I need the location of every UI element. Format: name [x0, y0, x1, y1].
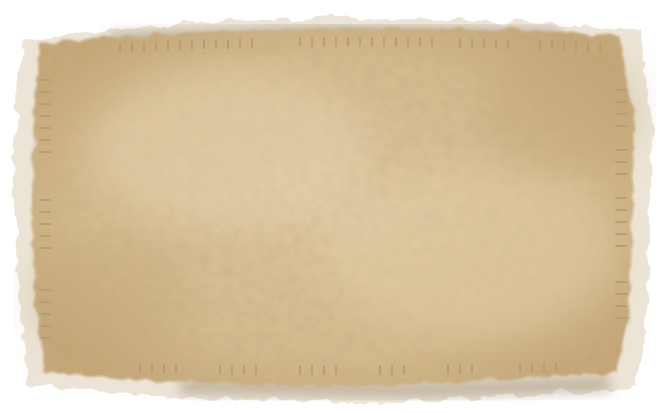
- light-patch: [320, 165, 620, 335]
- light-patch: [90, 70, 370, 230]
- dark-patch: [480, 50, 640, 170]
- dark-patch: [30, 240, 190, 360]
